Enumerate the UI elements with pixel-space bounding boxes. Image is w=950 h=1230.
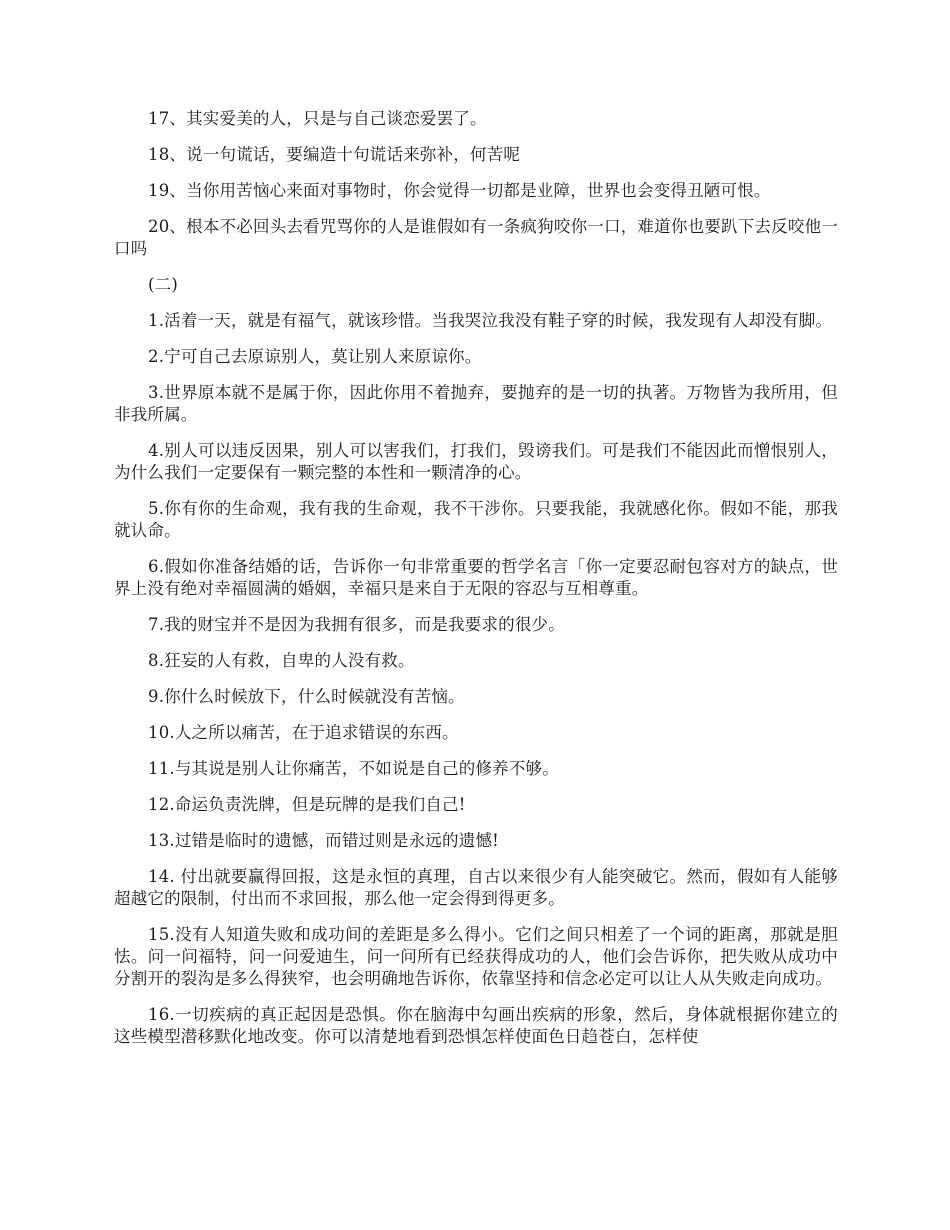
- paragraph-17: 17、其实爱美的人，只是与自己谈恋爱罢了。: [148, 109, 487, 128]
- quote-1: 1.活着一天，就是有福气，就该珍惜。当我哭泣我没有鞋子穿的时候，我发现有人却没有脚。: [148, 311, 833, 330]
- quote-14: 14. 付出就要赢得回报，这是永恒的真理，自古以来很少有人能突破它。然而，假如有人能够超越它的限制，付出而不求回报，那么他一定会得到得更多。: [114, 867, 838, 908]
- quote-2: 2.宁可自己去原谅别人，莫让别人来原谅你。: [148, 347, 482, 366]
- section-heading-2: (二): [148, 275, 178, 294]
- quote-7: 7.我的财宝并不是因为我拥有很多，而是我要求的很少。: [148, 615, 565, 634]
- quote-11: 11.与其说是别人让你痛苦，不如说是自己的修养不够。: [148, 759, 559, 778]
- quote-10: 10.人之所以痛苦，在于追求错误的东西。: [148, 723, 459, 742]
- quote-16: 16.一切疾病的真正起因是恐惧。你在脑海中勾画出疾病的形象，然后，身体就根据你建立的这些模型潜移默化地改变。你可以清楚地看到恐惧怎样使面色日趋苍白，怎样使: [114, 1005, 838, 1046]
- quote-8: 8.狂妄的人有救，自卑的人没有救。: [148, 651, 415, 670]
- quote-13: 13.过错是临时的遗憾，而错过则是永远的遗憾!: [148, 831, 499, 850]
- quote-3: 3.世界原本就不是属于你，因此你用不着抛弃，要抛弃的是一切的执著。万物皆为我所用，但非我所属。: [114, 383, 838, 424]
- paragraph-18: 18、说一句谎话，要编造十句谎话来弥补，何苦呢: [148, 145, 521, 164]
- paragraph-20: 20、根本不必回头去看咒骂你的人是谁假如有一条疯狗咬你一口，难道你也要趴下去反咬他一口吗: [114, 217, 838, 258]
- quote-6: 6.假如你准备结婚的话，告诉你一句非常重要的哲学名言「你一定要忍耐包容对方的缺点，世界上没有绝对幸福圆满的婚姻，幸福只是来自于无限的容忍与互相尊重。: [114, 557, 838, 598]
- document-body: [114, 108, 838, 1062]
- quote-9: 9.你什么时候放下，什么时候就没有苦恼。: [148, 687, 465, 706]
- quote-12: 12.命运负责洗牌，但是玩牌的是我们自己!: [148, 795, 466, 814]
- paragraph-19: 19、当你用苦恼心来面对事物时，你会觉得一切都是业障，世界也会变得丑陋可恨。: [148, 181, 771, 200]
- quote-4: 4.别人可以违反因果，别人可以害我们，打我们，毁谤我们。可是我们不能因此而憎恨别人，为什么我们一定要保有一颗完整的本性和一颗清净的心。: [114, 441, 838, 482]
- quote-5: 5.你有你的生命观，我有我的生命观，我不干涉你。只要我能，我就感化你。假如不能，那我就认命。: [114, 499, 838, 540]
- quote-15: 15.没有人知道失败和成功间的差距是多么得小。它们之间只相差了一个词的距离，那就是胆怯。问一问福特，问一问爱迪生，问一问所有已经获得成功的人，他们会告诉你，把失败从成功中分割开的裂沟是多么得狭窄，也会明确地告诉你，依靠坚持和信念必定可以让人从失败走向成功。: [114, 925, 838, 988]
